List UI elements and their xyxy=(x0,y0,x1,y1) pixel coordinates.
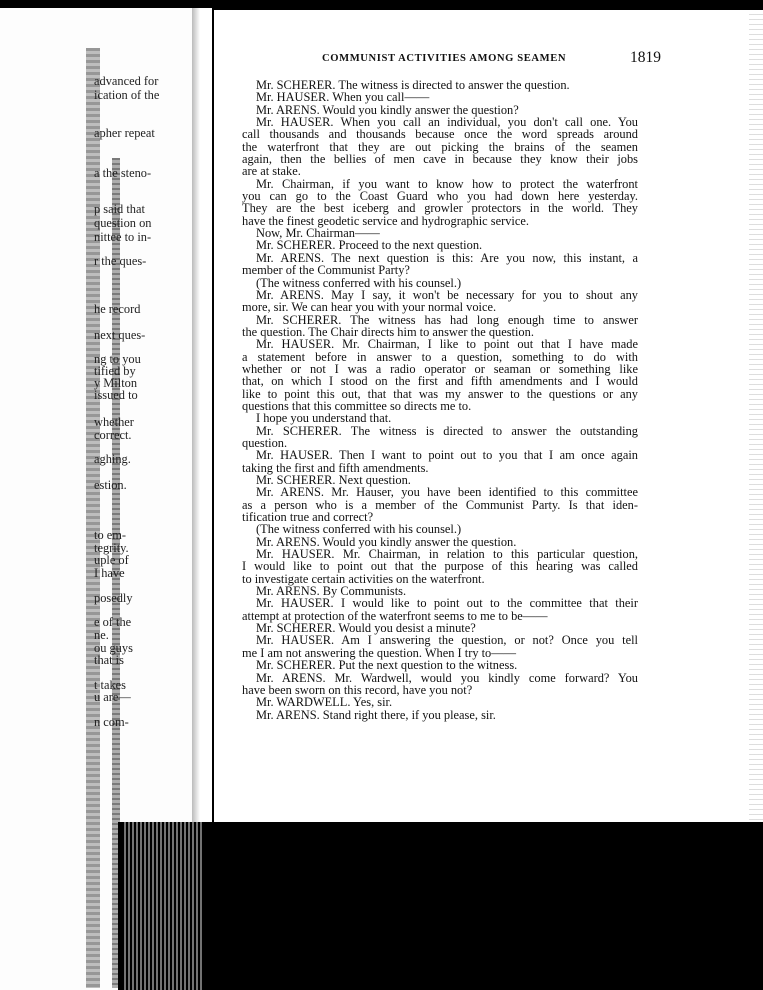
left-page-line-fragment: to em- xyxy=(94,528,126,542)
left-page-line-fragment: apher repeat xyxy=(94,126,155,140)
left-page-line-fragment: I have xyxy=(94,566,125,580)
transcript-line: Mr. ARENS. By Communists. xyxy=(256,584,407,599)
transcript-line: I would like to point out that the purpose of this hearing was called xyxy=(242,559,638,574)
transcript-line: a statement before in answer to a question, something to do with xyxy=(242,349,638,364)
left-page-line-fragment: he record xyxy=(94,302,141,316)
transcript-line: Mr. SCHERER. Proceed to the next question. xyxy=(256,238,483,253)
transcript-line: you can go to the Coast Guard who you had down here yesterday. xyxy=(242,189,638,204)
transcript-line: (The witness conferred with his counsel.) xyxy=(256,522,462,537)
left-page-line-fragment: advanced for xyxy=(94,74,159,88)
running-head: COMMUNIST ACTIVITIES AMONG SEAMEN xyxy=(322,53,567,64)
transcript-line: Mr. SCHERER. The witness is directed to answer the question. xyxy=(256,78,570,92)
main-page xyxy=(214,10,763,822)
left-page-line-fragment: n com- xyxy=(94,715,129,729)
transcript-line: Mr. HAUSER. Mr. Chairman, I like to point out that I have made xyxy=(256,337,638,352)
transcript-line: Mr. ARENS. May I say, it won't be necessary for you to shout any xyxy=(256,287,638,302)
transcript-line: Mr. HAUSER. When you call—— xyxy=(256,90,430,105)
transcript-line: Mr. SCHERER. Put the next question to the witness. xyxy=(256,658,518,673)
left-page-line-fragment: ou guys xyxy=(94,641,133,655)
left-page-line-fragment: e of the xyxy=(94,615,132,629)
transcript-line: are at stake. xyxy=(242,164,301,179)
transcript-line: Now, Mr. Chairman—— xyxy=(256,226,380,241)
left-page-line-fragment: question on xyxy=(94,216,152,230)
left-page-line-fragment: correct. xyxy=(94,428,132,442)
transcript-line: to investigate certain activities on the waterfront. xyxy=(242,571,485,586)
page-number: 1819 xyxy=(630,49,661,66)
transcript-body xyxy=(242,79,638,721)
transcript-line: like to point this out, that that was my answer to the questions or any xyxy=(242,386,638,401)
left-page-line-fragment: u are— xyxy=(94,690,131,704)
transcript-line: Mr. ARENS. Mr. Wardwell, would you kindly come forward? You xyxy=(256,670,638,685)
transcript-line: me I am not answering the question. When I try to—— xyxy=(242,645,517,660)
left-page-line-fragment: tified by xyxy=(94,364,136,378)
left-page-line-fragment: that is xyxy=(94,653,124,667)
transcript-line: questions that this committee so directs me to. xyxy=(242,398,472,413)
transcript-line: the waterfront that they are out picking the brains of the seamen xyxy=(242,139,638,154)
transcript-line: Mr. HAUSER. When you call an individual, you don't call one. You xyxy=(256,115,638,130)
left-page-line-fragment: estion. xyxy=(94,478,127,492)
left-page-line-fragment: ne. xyxy=(94,628,109,642)
transcript-line: tification true and correct? xyxy=(242,510,374,525)
transcript-line: Mr. SCHERER. The witness is directed to answer the outstanding xyxy=(256,423,638,438)
transcript-line: Mr. ARENS. Mr. Hauser, you have been identified to this committee xyxy=(256,485,638,500)
transcript-line: Mr. Chairman, if you want to know how to protect the waterfront xyxy=(256,176,638,191)
transcript-line: Mr. WARDWELL. Yes, sir. xyxy=(256,695,393,710)
left-page-line-fragment: ication of the xyxy=(94,88,160,102)
transcript-line: Mr. ARENS. Would you kindly answer the question? xyxy=(256,102,519,117)
transcript-line: (The witness conferred with his counsel.) xyxy=(256,275,462,290)
transcript-line: Mr. HAUSER. Then I want to point out to you that I am once again xyxy=(256,448,638,463)
transcript-line: member of the Communist Party? xyxy=(242,263,410,278)
left-page-line-fragment: uple of xyxy=(94,553,129,567)
transcript-line: more, sir. We can hear you with your normal voice. xyxy=(242,300,497,315)
transcript-line: I hope you understand that. xyxy=(256,411,392,426)
transcript-line: Mr. ARENS. The next question is this: Are you now, this instant, a xyxy=(256,250,638,265)
left-page-line-fragment: issued to xyxy=(94,388,138,402)
left-page-line-fragment: whether xyxy=(94,415,134,429)
transcript-line: Mr. SCHERER. Next question. xyxy=(256,473,411,487)
left-page-line-fragment: r the ques- xyxy=(94,254,147,268)
transcript-line: attempt at protection of the waterfront seems to me to be—— xyxy=(242,608,548,623)
transcript-line: Mr. HAUSER. Mr. Chairman, in relation to this particular question, xyxy=(256,547,638,562)
transcript-line: as a person who is a member of the Communist Party. Is that iden- xyxy=(242,497,638,512)
transcript-line: have been sworn on this record, have you not? xyxy=(242,682,473,697)
transcript-line: Mr. HAUSER. I would like to point out to the committee that their xyxy=(256,596,638,611)
transcript-line: the question. The Chair directs him to answer the question. xyxy=(242,324,534,339)
transcript-line: question. xyxy=(242,435,288,450)
page-right-edge xyxy=(749,10,763,822)
transcript-line: Mr. SCHERER. The witness has had long enough time to answer xyxy=(256,312,638,327)
left-page-line-fragment: p said that xyxy=(94,202,145,216)
transcript-line: taking the first and fifth amendments. xyxy=(242,460,429,475)
left-page-line-fragment: tegrity. xyxy=(94,541,129,555)
left-page-line-fragment: next ques- xyxy=(94,328,146,342)
transcript-line: again, then the bellies of men cave in because they know their jobs xyxy=(242,152,638,167)
page-header xyxy=(322,49,662,71)
left-page-line-fragment: a the steno- xyxy=(94,166,152,180)
transcript-line: that, on which I stood on the first and fifth amendments and I would xyxy=(242,374,638,389)
transcript-line: Mr. SCHERER. Would you desist a minute? xyxy=(256,621,476,636)
transcript-line: Mr. ARENS. Stand right there, if you please, sir. xyxy=(256,707,496,722)
scan-bottom-area xyxy=(118,822,763,990)
scan-noise-strip xyxy=(124,822,202,990)
transcript-line: Mr. ARENS. Would you kindly answer the question. xyxy=(256,534,517,549)
transcript-line: whether or not I was a radio operator or seaman or something like xyxy=(242,361,638,376)
transcript-line: They are the best iceberg and growler protectors in the world. They xyxy=(242,201,638,216)
left-page-line-fragment: ng to you xyxy=(94,352,141,366)
left-page-line-fragment: y Milton xyxy=(94,376,138,390)
transcript-line: Mr. HAUSER. Am I answering the question, or not? Once you tell xyxy=(256,633,638,648)
left-page-line-fragment: nittee to in- xyxy=(94,230,152,244)
left-page-line-fragment: aghing. xyxy=(94,452,131,466)
transcript-line: have the finest geodetic service and hydrographic service. xyxy=(242,213,529,228)
left-page-line-fragment: posedly xyxy=(94,591,133,605)
left-page-line-fragment: t takes xyxy=(94,678,126,692)
transcript-line: call thousands and thousands because once the word spreads around xyxy=(242,127,638,142)
